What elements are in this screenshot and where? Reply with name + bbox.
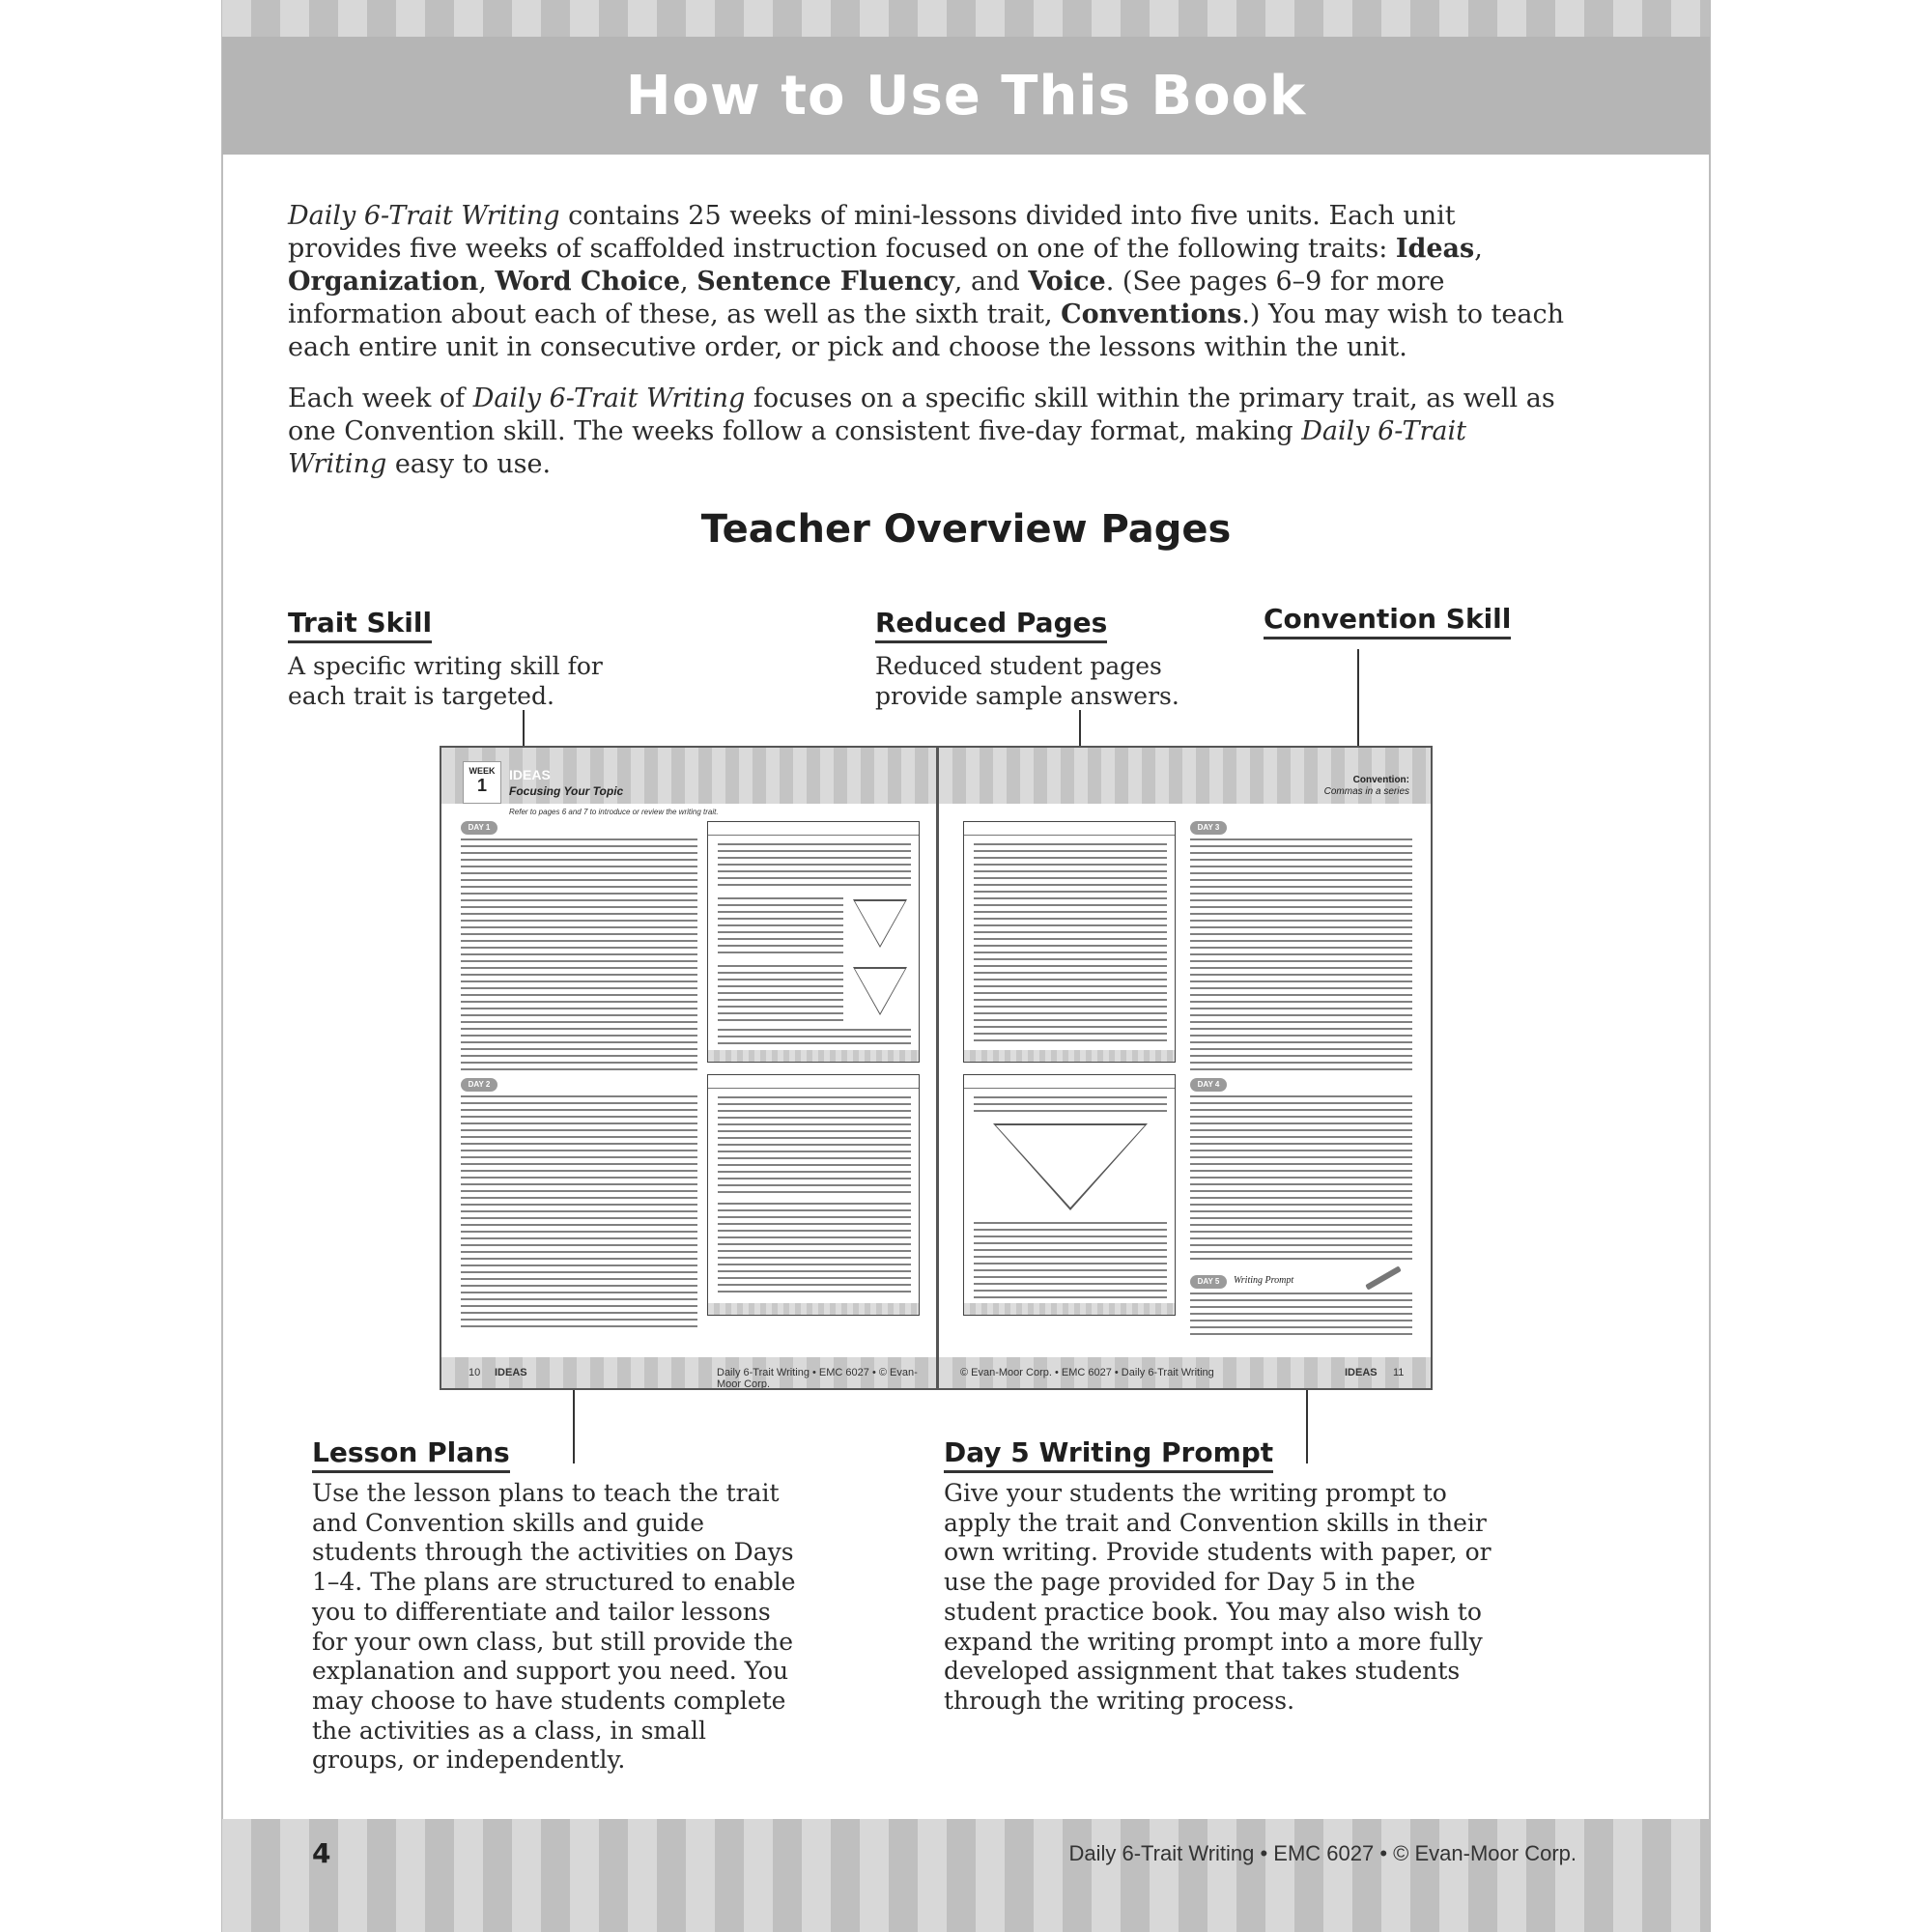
spread-trait-label: IDEAS	[509, 767, 551, 782]
footer-credit: Daily 6-Trait Writing • EMC 6027 • © Evan-Moor Corp.	[1068, 1841, 1577, 1865]
teacher-overview-spread	[440, 746, 1433, 1390]
lesson-plans-heading: Lesson Plans	[312, 1436, 510, 1473]
left-page-footer: 10 IDEAS Daily 6-Trait Writing • EMC 6027 • © Evan-Moor Corp.	[441, 1357, 936, 1388]
intro-paragraph-1: Daily 6-Trait Writing contains 25 weeks of mini-lessons divided into five units. Each unit provides five weeks of scaffolded instruction focused on one of the following traits: Ideas, Organization, Word Choice, Sentence Fluency, and Voice. (See pages 6–9 for more information about each of these, as well as the sixth trait, Conventions.) You may wish to teach each entire unit in consecutive order, or pick and choose the lessons within the unit.	[288, 201, 1564, 362]
section-title: Teacher Overview Pages	[700, 507, 1232, 552]
convention-skill-heading: Convention Skill	[1264, 603, 1511, 639]
right-page-footer: © Evan-Moor Corp. • EMC 6027 • Daily 6-Trait Writing IDEAS 11	[939, 1357, 1433, 1388]
spread-convention-label: Convention: Commas in a series	[1323, 775, 1409, 797]
lesson-plans-text: Use the lesson plans to teach the trait and Convention skills and guide students through the activities on Days 1–4. The plans are structured to enable you to differentiate and tailor lessons for your own class, but still provide the explanation and support you need. You may choose to have students complete the activities as a class, in small groups, or independently.	[312, 1479, 796, 1775]
page-left-edge	[221, 0, 223, 1932]
day-2-lesson-text	[461, 1095, 697, 1332]
page-right-edge	[1709, 0, 1711, 1932]
reduced-pages-text: Reduced student pages provide sample answers.	[875, 652, 1179, 710]
student-page-day-3	[963, 821, 1176, 1063]
day-4-lesson-text	[1190, 1095, 1412, 1260]
day-5-badge: DAY 5	[1190, 1275, 1227, 1289]
day-5-writing-prompt-label: Writing Prompt	[1234, 1275, 1294, 1286]
intro-paragraph-2: Each week of Daily 6-Trait Writing focuses on a specific skill within the primary trait, as well as one Convention skill. The weeks follow a consistent five-day format, making Daily 6-Trait Writing easy to use.	[288, 384, 1555, 479]
trait-skill-text: A specific writing skill for each trait is targeted.	[288, 652, 603, 710]
top-stripe-band	[222, 0, 1710, 37]
student-page-day-2	[707, 1074, 920, 1316]
day-1-lesson-text	[461, 838, 697, 1070]
pencil-icon	[1365, 1265, 1402, 1290]
day-3-badge: DAY 3	[1190, 821, 1227, 835]
bottom-stripe-band	[222, 1819, 1710, 1932]
page-title: How to Use This Book	[625, 64, 1307, 128]
day-2-badge: DAY 2	[461, 1078, 497, 1092]
title-band	[222, 37, 1710, 155]
writing-prompt-heading: Day 5 Writing Prompt	[944, 1436, 1273, 1473]
page-number: 4	[312, 1837, 331, 1869]
day-5-prompt-text	[1190, 1293, 1412, 1335]
reduced-pages-heading: Reduced Pages	[875, 607, 1107, 643]
spread-skill-label: Focusing Your Topic	[509, 784, 624, 798]
trait-skill-heading: Trait Skill	[288, 607, 432, 643]
student-page-day-4	[963, 1074, 1176, 1316]
spread-gutter	[936, 748, 939, 1388]
day-4-badge: DAY 4	[1190, 1078, 1227, 1092]
week-badge: WEEK 1	[463, 761, 501, 804]
day-3-lesson-text	[1190, 838, 1412, 1070]
spread-note: Refer to pages 6 and 7 to introduce or review the writing trait.	[509, 808, 719, 816]
day-1-badge: DAY 1	[461, 821, 497, 835]
student-page-day-1	[707, 821, 920, 1063]
writing-prompt-text: Give your students the writing prompt to apply the trait and Convention skills in their own writing. Provide students with paper, or use the page provided for Day 5 in the student practice book. You may also wish to expand the writing prompt into a more fully developed assignment that takes students through the writing process.	[944, 1479, 1492, 1715]
